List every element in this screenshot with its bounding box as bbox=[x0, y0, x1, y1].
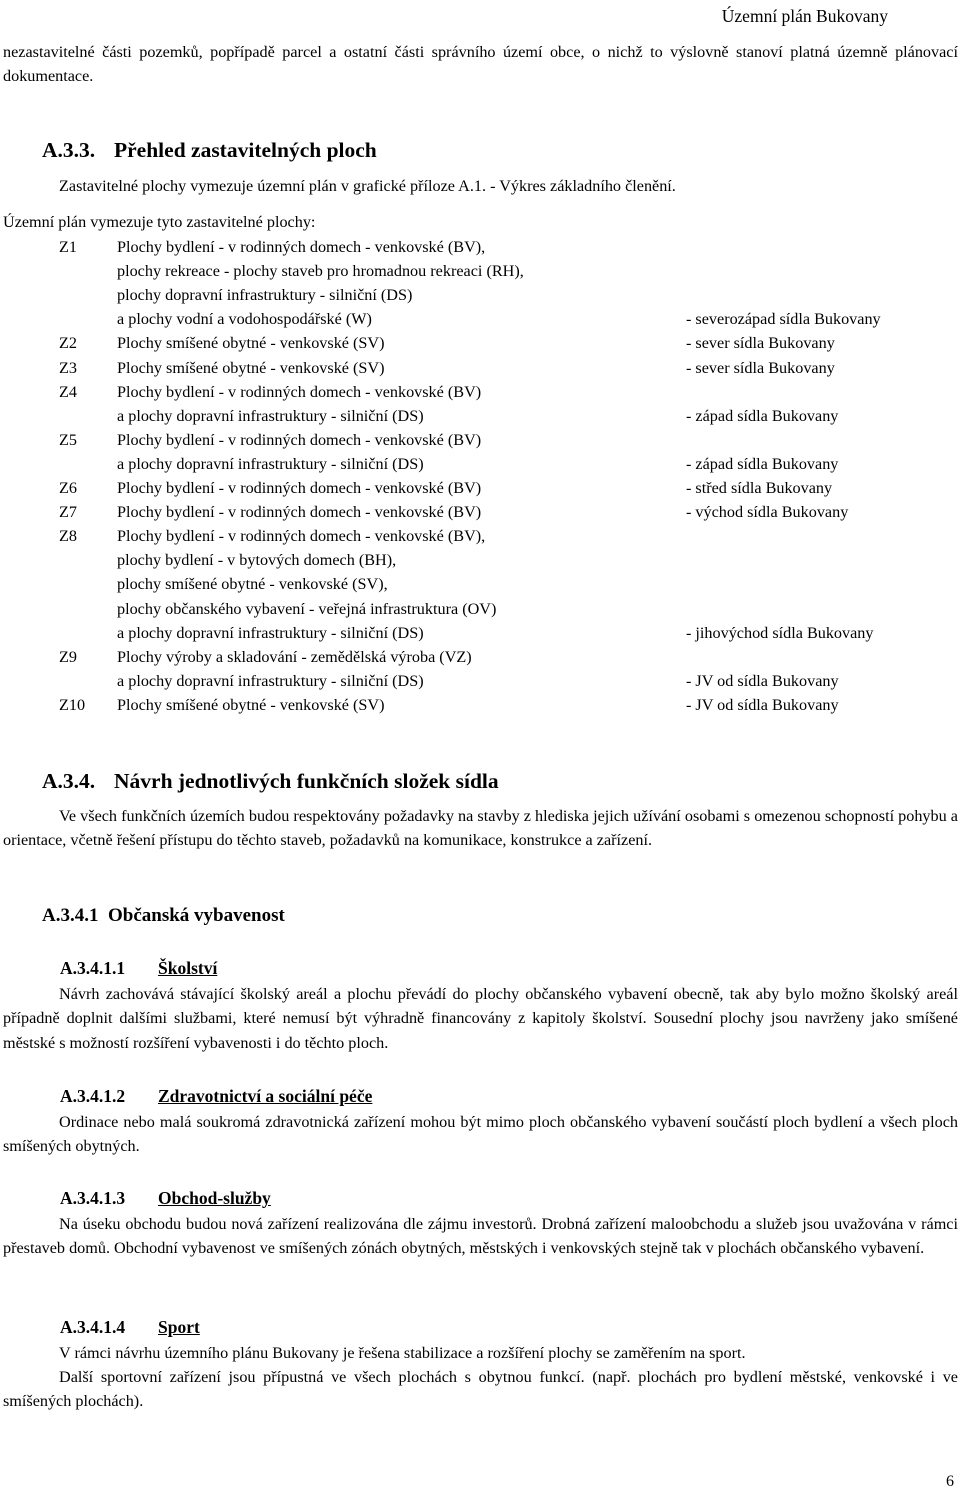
zone-code: Z7 bbox=[59, 503, 77, 522]
zone-row bbox=[0, 476, 960, 500]
zone-description: Plochy bydlení - v rodinných domech - venkovské (BV) bbox=[117, 479, 482, 497]
subsection-title: Školství bbox=[158, 958, 218, 978]
zone-row bbox=[0, 669, 960, 693]
zone-code: Z10 bbox=[59, 695, 86, 714]
zone-row bbox=[0, 500, 960, 524]
zone-row bbox=[0, 645, 960, 669]
zone-description: Plochy smíšené obytné - venkovské (SV) bbox=[117, 334, 385, 353]
skolstvi-paragraph: Návrh zachovává stávající školský areál a plochu převádí do plochy občanského vybavení obecně, tak aby bylo možno školský areál případně doplnit dalšími službami, které nemusí být výhradně financovány z kapitoly školství. Sousední plochy jsou navrženy jako smíšené městské s možností rozšíření vybavenosti i do těchto ploch. bbox=[3, 985, 958, 1052]
zone-location: - západ sídla Bukovany bbox=[686, 406, 839, 425]
zone-description: plochy bydlení - v bytových domech (BH), bbox=[117, 551, 397, 570]
sport-paragraph-2: Další sportovní zařízení jsou přípustná ve všech plochách s obytnou funkcí. (např. plochách pro bydlení městské, venkovské i ve smíšených plochách). bbox=[3, 1368, 958, 1411]
subsection-number: A.3.4.1.1 bbox=[60, 958, 126, 978]
zone-description: a plochy vodní a vodohospodářské (W) bbox=[117, 310, 372, 329]
zone-code: Z6 bbox=[59, 479, 77, 497]
zone-row bbox=[0, 404, 960, 428]
zone-location: - střed sídla Bukovany bbox=[686, 479, 833, 497]
section-number: A.3.3. bbox=[42, 138, 96, 162]
zone-location: - západ sídla Bukovany bbox=[686, 454, 839, 473]
section-number: A.3.4. bbox=[42, 769, 96, 793]
section-a33-line1: Zastavitelné plochy vymezuje územní plán v grafické příloze A.1. - Výkres základního členění. bbox=[59, 177, 676, 195]
zone-row bbox=[0, 524, 960, 548]
zone-description: Plochy bydlení - v rodinných domech - venkovské (BV) bbox=[117, 430, 482, 449]
zone-row bbox=[0, 428, 960, 452]
zone-description: Plochy smíšené obytné - venkovské (SV) bbox=[117, 695, 385, 714]
zone-description: Plochy bydlení - v rodinných domech - venkovské (BV) bbox=[117, 503, 482, 522]
intro-paragraph: nezastavitelné části pozemků, popřípadě parcel a ostatní části správního území obce, o nichž to výslovně stanoví platná územně plánovací dokumentace. bbox=[3, 43, 958, 86]
subsection-title: Sport bbox=[158, 1317, 200, 1337]
zone-location: - severozápad sídla Bukovany bbox=[686, 310, 881, 329]
zone-code: Z8 bbox=[59, 527, 77, 546]
zone-location: - východ sídla Bukovany bbox=[686, 503, 849, 522]
obchod-paragraph: Na úseku obchodu budou nová zařízení realizována dle zájmu investorů. Drobná zařízení maloobchodu a služeb jsou uvažována v rámci přestaveb domů. Obchodní vybavenost ve smíšených zónách obytných, městských i venkovských stejně tak v plochách občanského vybavení. bbox=[3, 1215, 958, 1258]
subsection-heading-sport bbox=[60, 1315, 200, 1339]
subsection-title: Zdravotnictví a sociální péče bbox=[158, 1086, 373, 1106]
zone-row bbox=[0, 283, 960, 307]
zone-location: - JV od sídla Bukovany bbox=[686, 695, 839, 714]
zone-description: a plochy dopravní infrastruktury - silniční (DS) bbox=[117, 454, 424, 473]
zone-row bbox=[0, 307, 960, 331]
zone-code: Z1 bbox=[59, 238, 77, 256]
subsection-number: A.3.4.1.2 bbox=[60, 1086, 126, 1106]
zone-row bbox=[0, 380, 960, 404]
section-heading-a34 bbox=[42, 769, 499, 793]
zone-row bbox=[0, 259, 960, 283]
zone-code: Z3 bbox=[59, 358, 77, 377]
subsection-heading-zdravotnictvi bbox=[60, 1084, 372, 1108]
section-heading-a33 bbox=[42, 138, 377, 162]
zone-code: Z4 bbox=[59, 382, 77, 401]
section-number: A.3.4.1 bbox=[42, 905, 99, 926]
zone-location: - sever sídla Bukovany bbox=[686, 334, 835, 353]
section-a33-line2: Územní plán vymezuje tyto zastavitelné plochy: bbox=[3, 213, 316, 231]
zone-location: - JV od sídla Bukovany bbox=[686, 671, 839, 690]
zone-row bbox=[0, 693, 960, 717]
zone-description: plochy rekreace - plochy staveb pro hromadnou rekreaci (RH), bbox=[117, 262, 524, 281]
subsection-number: A.3.4.1.4 bbox=[60, 1317, 126, 1337]
zone-row bbox=[0, 548, 960, 572]
zone-description: Plochy bydlení - v rodinných domech - venkovské (BV), bbox=[117, 527, 486, 546]
zone-code: Z2 bbox=[59, 334, 77, 353]
zone-location: - sever sídla Bukovany bbox=[686, 358, 835, 377]
zone-description: Plochy smíšené obytné - venkovské (SV) bbox=[117, 358, 385, 377]
zone-description: plochy občanského vybavení - veřejná infrastruktura (OV) bbox=[117, 599, 497, 618]
zone-code: Z5 bbox=[59, 430, 77, 449]
zone-description: a plochy dopravní infrastruktury - silniční (DS) bbox=[117, 671, 424, 690]
zdravotnictvi-paragraph: Ordinace nebo malá soukromá zdravotnická zařízení mohou být mimo ploch občanského vybavení součástí ploch bydlení a všech ploch smíšených obytných. bbox=[3, 1113, 958, 1156]
zone-row bbox=[0, 331, 960, 355]
zone-row bbox=[0, 621, 960, 645]
zone-description: Plochy výroby a skladování - zemědělská výroba (VZ) bbox=[117, 647, 472, 666]
zone-row bbox=[0, 235, 960, 259]
section-title: Návrh jednotlivých funkčních složek sídla bbox=[114, 769, 499, 793]
zone-code: Z9 bbox=[59, 647, 77, 666]
page-header: Územní plán Bukovany bbox=[721, 6, 888, 26]
subsection-heading-skolstvi bbox=[60, 956, 217, 980]
zone-description: Plochy bydlení - v rodinných domech - venkovské (BV) bbox=[117, 382, 482, 401]
section-title: Přehled zastavitelných ploch bbox=[114, 138, 377, 162]
section-title: Občanská vybavenost bbox=[107, 905, 285, 926]
section-heading-a341 bbox=[42, 904, 285, 928]
zone-description: a plochy dopravní infrastruktury - silniční (DS) bbox=[117, 406, 424, 425]
zone-row bbox=[0, 452, 960, 476]
zone-description: a plochy dopravní infrastruktury - silniční (DS) bbox=[117, 623, 424, 642]
zone-row bbox=[0, 597, 960, 621]
subsection-title: Obchod-služby bbox=[158, 1188, 271, 1208]
zone-description: Plochy bydlení - v rodinných domech - venkovské (BV), bbox=[117, 238, 486, 256]
subsection-number: A.3.4.1.3 bbox=[60, 1188, 126, 1208]
page-number: 6 bbox=[946, 1473, 954, 1490]
zone-location: - jihovýchod sídla Bukovany bbox=[686, 623, 874, 642]
subsection-heading-obchod bbox=[60, 1186, 271, 1210]
zone-description: plochy smíšené obytné - venkovské (SV), bbox=[117, 575, 388, 594]
zone-row bbox=[0, 356, 960, 380]
zone-row bbox=[0, 572, 960, 596]
section-a34-paragraph: Ve všech funkčních územích budou respektovány požadavky na stavby z hlediska jejich užívání osobami s omezenou schopností pohybu a orientace, včetně řešení přístupu do těchto staveb, požadavků na komunikace, konstrukce a zařízení. bbox=[3, 807, 958, 850]
sport-paragraph-1: V rámci návrhu územního plánu Bukovany je řešena stabilizace a rozšíření plochy se zaměřením na sport. bbox=[59, 1344, 746, 1362]
zone-description: plochy dopravní infrastruktury - silniční (DS) bbox=[117, 286, 413, 305]
